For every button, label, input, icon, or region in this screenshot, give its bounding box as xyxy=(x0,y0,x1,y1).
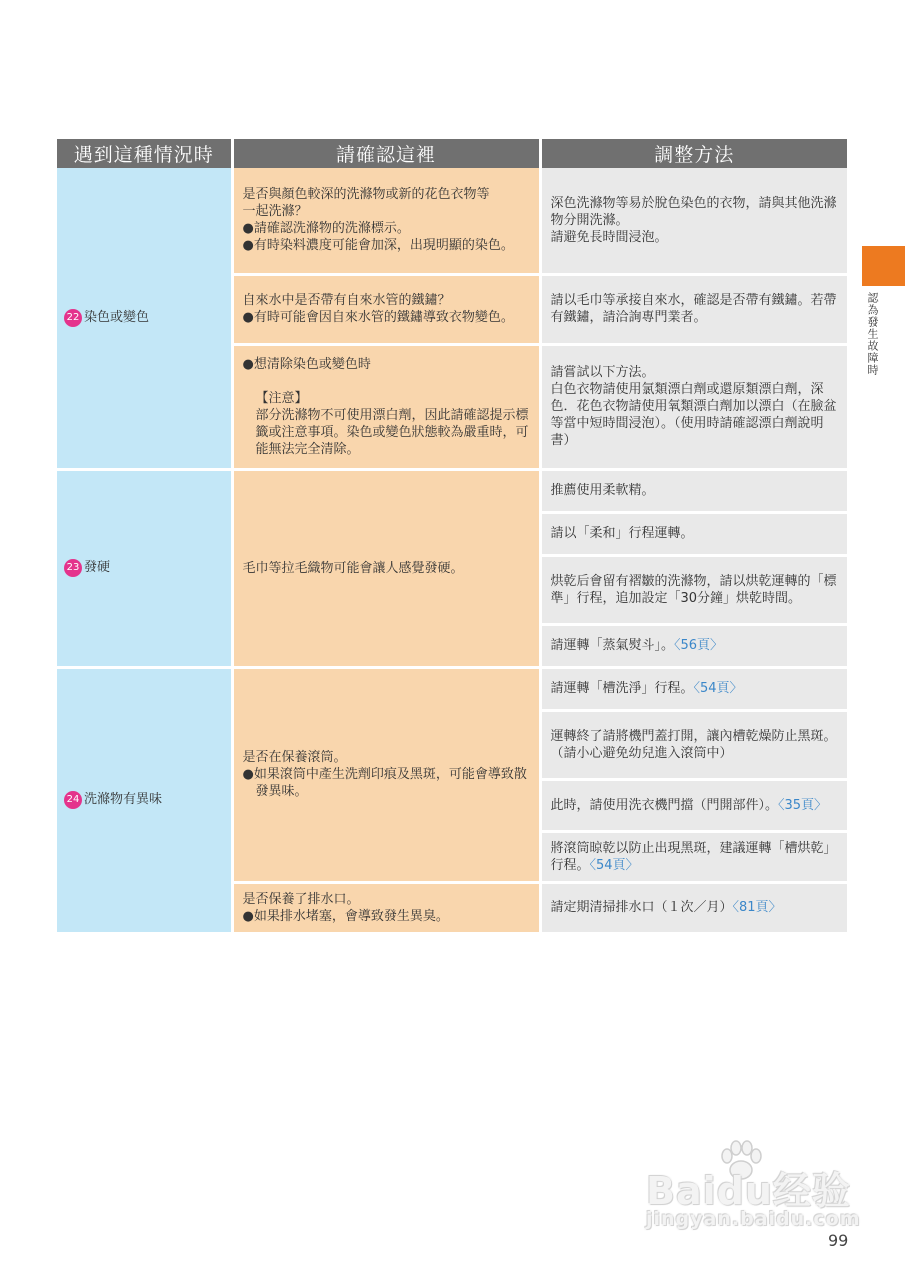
remedy-text: 此時，請使用洗衣機門擋（門開部件）。 xyxy=(550,797,779,813)
check-text: 是否與顏色較深的洗滌物或新的花色衣物等 xyxy=(242,187,490,203)
remedy-cell xyxy=(540,274,847,344)
watermark-url: jingyan.baidu.com xyxy=(646,1208,861,1230)
check-bullet: ●想清除染色或變色時 xyxy=(242,356,371,372)
remedy-cell xyxy=(540,469,847,512)
section-side-label: 認為發生故障時 xyxy=(866,292,879,376)
check-text: 毛巾等拉毛織物可能會讓人感覺發硬。 xyxy=(242,560,464,576)
check-bullet: ●如果排水堵塞，會導致發生異臭。 xyxy=(242,908,449,924)
remedy-cell xyxy=(540,555,847,624)
troubleshooting-table xyxy=(57,139,847,935)
remedy-cell xyxy=(540,710,847,779)
check-bullet: ●如果滾筒中產生洗劑印痕及黑斑，可能會導致散發異味。 xyxy=(242,767,527,799)
issue-number-badge: 23 xyxy=(64,559,82,577)
table-row xyxy=(57,667,847,710)
header-remedy: 調整方法 xyxy=(540,139,847,168)
baidu-watermark xyxy=(640,1140,861,1240)
check-text: 是否保養了排水口。 xyxy=(242,891,360,907)
remedy-text: 推薦使用柔軟精。 xyxy=(550,483,655,498)
remedy-cell xyxy=(540,168,847,274)
page-reference-link[interactable]: 〈35頁〉 xyxy=(778,797,828,813)
note-text: 部分洗滌物不可使用漂白劑，因此請確認提示標籤或注意事項。染色或變色狀態較為嚴重時，可能無法完全清除。 xyxy=(255,407,529,457)
check-cell xyxy=(232,667,540,882)
check-bullet: ●有時染料濃度可能會加深，出現明顯的染色。 xyxy=(242,238,514,254)
remedy-text: 運轉終了請將機門蓋打開，讓內槽乾燥防止黑斑。 xyxy=(550,728,837,744)
remedy-text: 請運轉「槽洗淨」行程。 xyxy=(550,681,694,696)
table-row xyxy=(57,168,847,274)
check-cell xyxy=(232,274,540,344)
remedy-text: 請避免長時間浸泡。 xyxy=(550,229,668,245)
remedy-cell xyxy=(540,667,847,710)
issue-cell-22 xyxy=(57,168,232,469)
issue-cell-23 xyxy=(57,469,232,667)
section-tab-marker xyxy=(862,246,905,286)
check-cell xyxy=(232,344,540,469)
page-reference-link[interactable]: 〈56頁〉 xyxy=(674,638,724,653)
remedy-text: 將滾筒晾乾以防止出現黑斑，建議運轉「槽烘乾」行程。 xyxy=(550,840,837,873)
header-check: 請確認這裡 xyxy=(232,139,540,168)
issue-number-badge: 24 xyxy=(64,791,82,809)
table-row xyxy=(57,469,847,512)
remedy-text: 請運轉「蒸氣熨斗」。 xyxy=(550,638,675,653)
page-reference-link[interactable]: 〈54頁〉 xyxy=(589,857,639,873)
page-number: 99 xyxy=(828,1231,849,1250)
remedy-cell xyxy=(540,624,847,667)
page-reference-link[interactable]: 〈81頁〉 xyxy=(732,900,782,915)
remedy-text: 請以「柔和」行程運轉。 xyxy=(550,526,694,541)
remedy-text: 請以毛巾等承接自來水，確認是否帶有鐵鏽。若帶有鐵鏽，請洽詢專門業者。 xyxy=(550,293,837,325)
watermark-brand: Baidu经验 xyxy=(646,1169,851,1213)
check-text: 自來水中是否帶有自來水管的鐵鏽？ xyxy=(242,293,451,308)
check-bullet: ●請確認洗滌物的洗滌標示。 xyxy=(242,221,410,237)
check-cell xyxy=(232,882,540,933)
check-cell xyxy=(232,168,540,274)
check-text: 一起洗滌？ xyxy=(242,204,308,220)
issue-number-badge: 22 xyxy=(64,309,82,327)
page-reference-link[interactable]: 〈54頁〉 xyxy=(693,681,743,696)
remedy-cell xyxy=(540,344,847,469)
remedy-text: 深色洗滌物等易於脫色染色的衣物，請與其他洗滌物分開洗滌。 xyxy=(550,195,837,228)
check-cell xyxy=(232,469,540,667)
issue-title: 洗滌物有異味 xyxy=(84,792,163,807)
remedy-text: 烘乾后會留有褶皺的洗滌物，請以烘乾運轉的「標準」行程，追加設定「30分鐘」烘乾時間。 xyxy=(550,573,837,606)
remedy-cell xyxy=(540,512,847,555)
remedy-text: 請嘗試以下方法。 xyxy=(550,365,655,380)
issue-title: 染色或變色 xyxy=(84,309,150,325)
header-situation: 遇到這種情況時 xyxy=(57,139,232,168)
remedy-text: 白色衣物請使用氯類漂白劑或還原類漂白劑，深色．花色衣物請使用氧類漂白劑加以漂白（在臉盆等當中短時間浸泡）。（使用時請確認漂白劑說明書） xyxy=(550,382,837,448)
note-title: 【注意】 xyxy=(255,390,308,406)
check-bullet: ●有時可能會因自來水管的鐵鏽導致衣物變色。 xyxy=(242,310,514,325)
table-header-row xyxy=(57,139,847,168)
issue-title: 發硬 xyxy=(84,560,111,575)
remedy-text: 請定期清掃排水口（１次／月） xyxy=(550,900,733,915)
remedy-cell xyxy=(540,779,847,831)
remedy-cell xyxy=(540,831,847,882)
remedy-cell xyxy=(540,882,847,933)
remedy-text: （請小心避免幼兒進入滾筒中） xyxy=(550,745,733,761)
issue-cell-24 xyxy=(57,667,232,933)
check-text: 是否在保養滾筒。 xyxy=(242,750,347,765)
